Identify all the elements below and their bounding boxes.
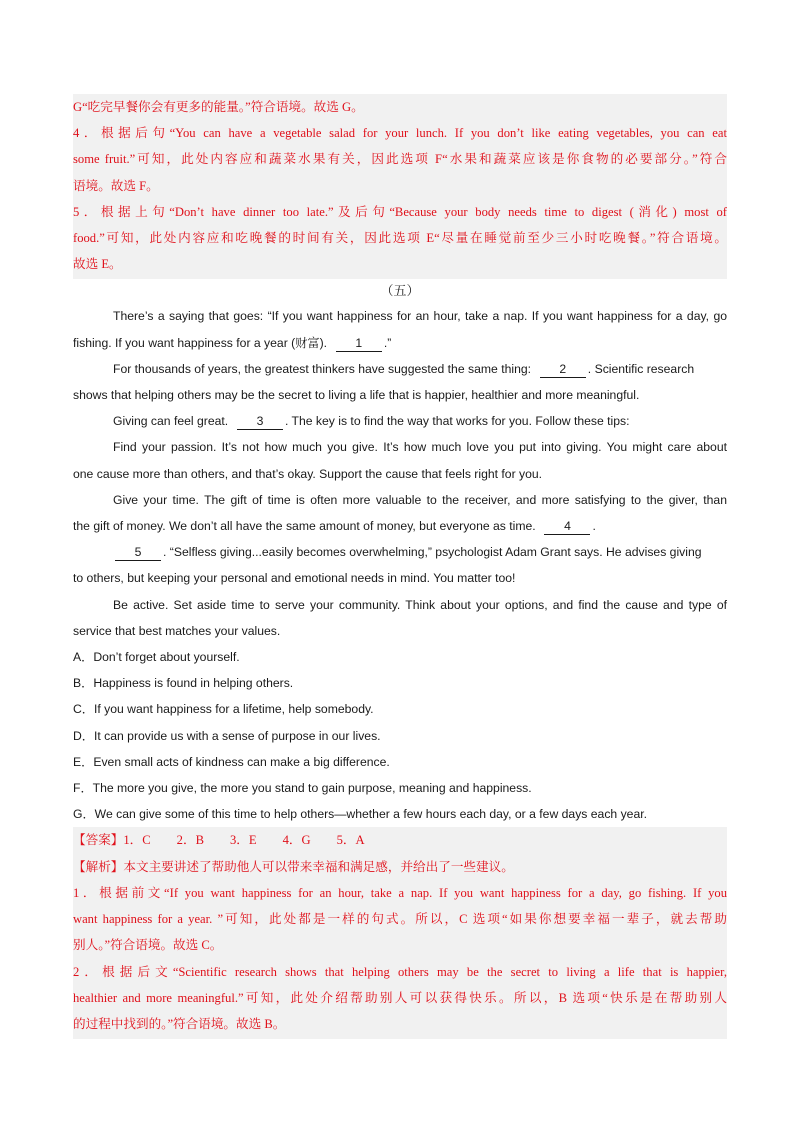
blank-2: 2 [540,361,586,378]
analysis-item-1-end: 别人。”符合语境。故选 C。 [73,938,223,953]
passage-text: fishing. If you want happiness for a year (财富). [73,335,328,350]
option-c: C．If you want happiness for a lifetime, help somebody. [73,702,374,717]
option-a: A．Don’t forget about yourself. [73,650,240,665]
analysis-item-2: 2．根据后文“Scientific research shows that helping others may be the secret to living a life that is happier, [73,964,727,979]
passage-paragraph-4-cont: one cause more than others, and that’s okay. Support the cause that feels right for you. [73,466,543,481]
answer-item: 1．C [123,833,151,848]
passage-paragraph-2-cont: shows that helping others may be the secret to living a life that is happier, healthier and more meaningful. [73,388,640,403]
blank-1: 1 [336,335,382,352]
option-d: D．It can provide us with a sense of purpose in our lives. [73,728,381,743]
analysis-item-1: 1．根据前文“If you want happiness for an hour, take a nap. If you want happiness for a day, go fishing. If you [73,885,727,900]
answer-item: 2．B [176,833,204,848]
answer-item: 5．A [336,833,365,848]
explanation-item-5-end: 故选 E。 [73,257,122,272]
passage-text: Giving can feel great. [113,414,229,429]
answer-line [73,827,727,853]
explanation-item-5: 5．根据上句“Don’t have dinner too late.”及后句“Because your body needs time to digest (消化) most of [73,204,727,219]
answer-label: 【答案】 [73,833,124,848]
passage-paragraph-4: Find your passion. It’s not how much you give. It’s how much love you put into giving. You might care about [113,440,727,455]
passage-text: .” [383,335,392,350]
passage-text: . The key is to find the way that works for you. Follow these tips: [284,414,630,429]
analysis-summary-line [73,854,727,880]
section-title: （五） [380,283,420,299]
passage-paragraph-6-cont: to others, but keeping your personal and emotional needs in mind. You matter too! [73,571,516,586]
passage-paragraph-3 [73,408,727,434]
passage-paragraph-1-cont [73,330,727,356]
reading-passage [73,303,727,644]
passage-paragraph-5: Give your time. The gift of time is often more valuable to the receiver, and more satisfying to the giver, than [113,492,727,507]
document-page [73,94,727,1039]
blank-4: 4 [544,518,590,535]
previous-explanation-box [73,94,727,279]
passage-text: the gift of money. We don’t all have the same amount of money, but everyone as time. [73,519,536,534]
option-g: G．We can give some of this time to help others—whether a few hours each day, or a few days each year. [73,807,648,822]
passage-text: For thousands of years, the greatest thinkers have suggested the same thing: [113,361,532,376]
passage-text: . Scientific research [587,361,695,376]
passage-paragraph-6 [73,539,727,565]
passage-text: . [592,519,596,534]
explanation-line: G“吃完早餐你会有更多的能量。”符合语境。故选 G。 [73,100,364,114]
analysis-item-2-end: 的过程中找到的。”符合语境。故选 B。 [73,1016,286,1031]
analysis-item-2-cont: healthier and more meaningful.”可知，此处介绍帮助别人可以获得快乐。所以，B 选项“快乐是在帮助别人 [73,990,727,1005]
blank-5: 5 [115,544,161,561]
answer-analysis-box [73,827,727,1039]
passage-paragraph-2 [73,356,727,382]
passage-paragraph-5-cont [73,513,727,539]
analysis-item-1-cont: want happiness for a year. ”可知，此处都是一样的句式。所以，C 选项“如果你想要幸福一辈子，就去帮助 [73,912,727,927]
options-list [73,644,727,827]
passage-paragraph-7: Be active. Set aside time to serve your community. Think about your options, and find the cause and type of [113,597,727,612]
answer-item: 4．G [282,833,311,848]
blank-3: 3 [237,413,283,430]
explanation-item-4: 4．根据后句“You can have a vegetable salad for your lunch. If you don’t like eating vegetables, you can eat [73,126,727,141]
passage-text: . “Selfless giving...easily becomes overwhelming,” psychologist Adam Grant says. He advises giving [163,545,702,560]
option-b: B．Happiness is found in helping others. [73,676,294,691]
explanation-item-4-cont: some fruit.”可知，此处内容应和蔬菜水果有关，因此选项 F“水果和蔬菜应该是你食物的必要部分。”符合 [73,152,727,167]
analysis-summary: 本文主要讲述了帮助他人可以带来幸福和满足感，并给出了一些建议。 [123,859,514,874]
passage-paragraph-7-cont: service that best matches your values. [73,623,281,638]
explanation-item-4-end: 语境。故选 F。 [73,178,159,193]
analysis-label: 【解析】 [73,859,124,874]
answer-item: 3．E [229,833,257,848]
explanation-item-5-cont: food.”可知，此处内容应和吃晚餐的时间有关，因此选项 E“尽量在睡觉前至少三小时吃晚餐。”符合语境。 [73,231,727,246]
option-f: F．The more you give, the more you stand to gain purpose, meaning and happiness. [73,781,532,796]
passage-paragraph-1: There’s a saying that goes: “If you want happiness for an hour, take a nap. If you want happiness for a day, go [113,309,727,324]
option-e: E．Even small acts of kindness can make a big difference. [73,754,390,769]
